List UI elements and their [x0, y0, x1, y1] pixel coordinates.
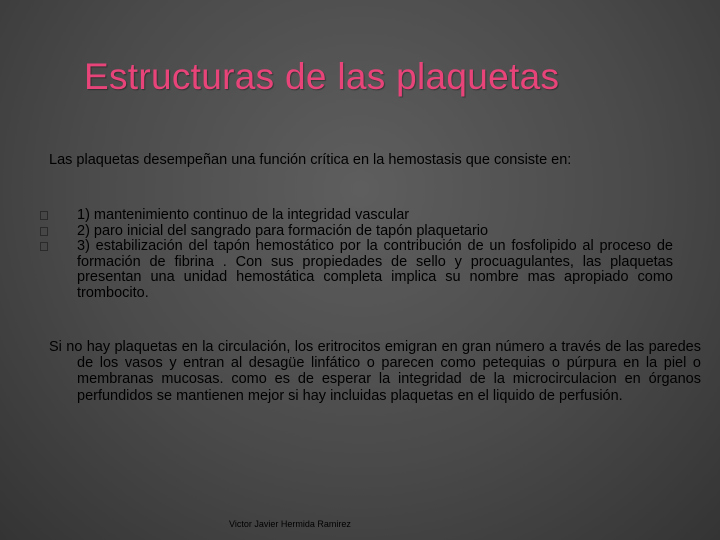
- bullet-text: 3) estabilización del tapón hemostático por la contribución de un fosfolipido al proceso de formación de fibrina . Con sus propiedades de sello y procuagulantes, las plaquetas presentan una unidad hemostática completa implica su nombre mas apropiado como trombocito.: [77, 238, 673, 301]
- square-bullet-icon: [40, 227, 48, 236]
- intro-paragraph: Las plaquetas desempeñan una función crítica en la hemostasis que consiste en:: [49, 152, 572, 168]
- bullet-item: [49, 224, 673, 240]
- footer-author: Victor Javier Hermida Ramirez: [229, 519, 351, 529]
- bullet-item: [49, 208, 673, 224]
- bullet-text: 2) paro inicial del sangrado para formación de tapón plaquetario: [77, 222, 489, 239]
- bullet-item: [49, 239, 673, 301]
- bullet-text: 1) mantenimiento continuo de la integridad vascular: [77, 207, 410, 223]
- slide-title: Estructuras de las plaquetas: [84, 56, 560, 97]
- square-bullet-icon: [40, 242, 48, 251]
- body-paragraph: Si no hay plaquetas en la circulación, los eritrocitos emigran en gran número a través de las paredes de los vasos y entran al desagüe linfático o parecen como petequias o púrpura en la piel o membranas mucosas. como es de esperar la integridad de la microcirculacion en órganos perfundidos se mantienen mejor si hay incluidas plaquetas en el liquido de perfusión.: [49, 339, 701, 404]
- square-bullet-icon: [40, 211, 48, 220]
- bullet-list: [49, 208, 673, 301]
